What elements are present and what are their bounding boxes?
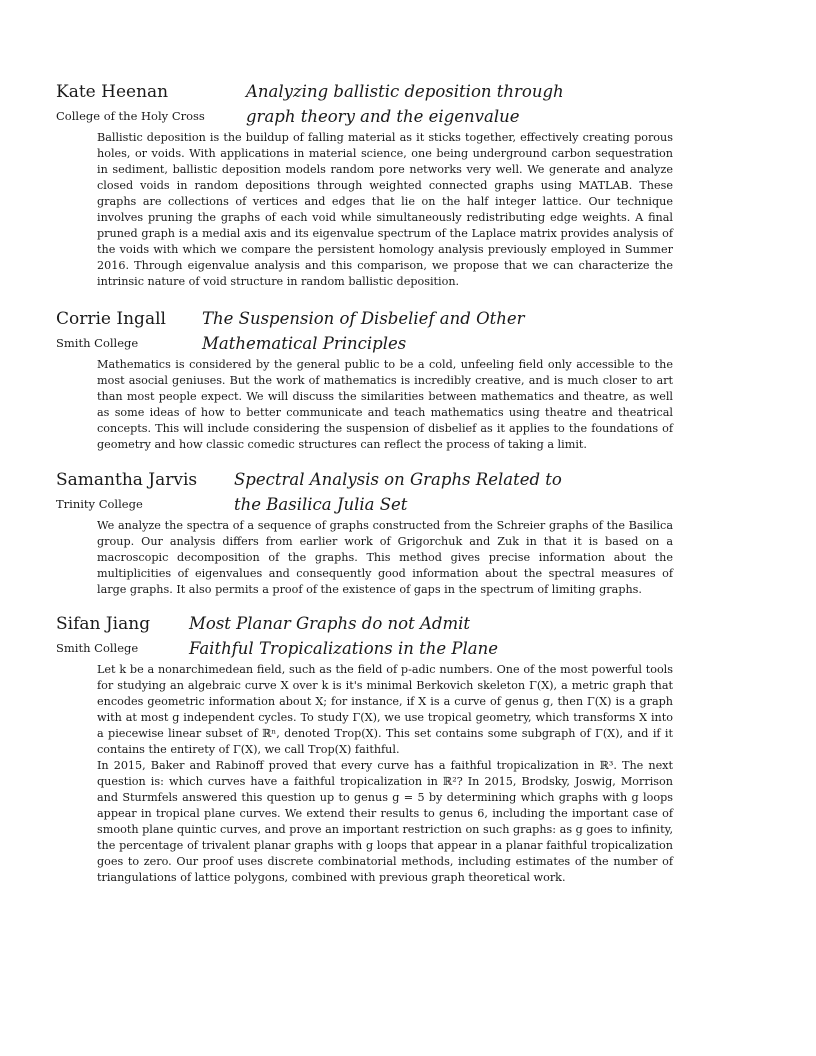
talk-title-line: Analyzing ballistic deposition through <box>246 82 564 101</box>
talk-title-line: The Suspension of Disbelief and Other <box>202 309 525 328</box>
entry-header <box>56 80 676 128</box>
talk-title-line: Mathematical Principles <box>202 333 407 353</box>
talk-title-line: Spectral Analysis on Graphs Related to <box>234 470 562 489</box>
author-institution: Smith College <box>56 641 139 655</box>
talk-title <box>202 307 525 356</box>
author-name: Sifan Jiang <box>56 614 151 634</box>
abstract-text <box>97 357 673 453</box>
author-institution: College of the Holy Cross <box>56 109 205 123</box>
talk-title <box>246 80 564 129</box>
abstract-paragraph: Let k be a nonarchimedean field, such as the field of p-adic numbers. One of the most powerful tools for studying an algebraic curve X over k is it's minimal Berkovich skeleton Γ(X), a metric graph that encodes geometric information about X; for instance, if X is a curve of genus g, then Γ(X) is a graph with at most g independent cycles. To study Γ(X), we use tropical geometry, which transforms X into a piecewise linear subset of ℝⁿ, denoted Trop(X). This set contains some subgraph of Γ(X), and if it contains the entirety of Γ(X), we call Trop(X) faithful. <box>97 663 673 756</box>
talk-title-line: Most Planar Graphs do not Admit <box>189 614 470 633</box>
author-institution: Smith College <box>56 336 139 350</box>
talk-title-line: the Basilica Julia Set <box>234 494 408 514</box>
abstract-entry <box>56 612 676 886</box>
abstract-text <box>97 662 673 886</box>
abstract-entry <box>56 80 676 290</box>
abstract-entry <box>56 468 676 598</box>
abstract-entry <box>56 307 676 453</box>
talk-title-line: graph theory and the eigenvalue <box>246 106 520 126</box>
abstract-paragraph: We analyze the spectra of a sequence of graphs constructed from the Schreier graphs of the Basilica group. Our analysis differs from earlier work of Grigorchuk and Zuk in that it is based on a macroscopic decomposition of the graphs. This method gives precise information about the multiplicities of eigenvalues and consequently good information about the spectral measures of large graphs. It also permits a proof of the existence of gaps in the spectrum of limiting graphs. <box>97 519 673 596</box>
abstract-paragraph: In 2015, Baker and Rabinoff proved that every curve has a faithful tropicalization in ℝ³. The next question is: which curves have a faithful tropicalization in ℝ²? In 2015, Brodsky, Joswig, Morrison and Sturmfels answered this question up to genus g = 5 by determining which graphs with g loops appear in tropical plane curves. We extend their results to genus 6, including the important case of smooth plane quintic curves, and prove an important restriction on such graphs: as g goes to infinity, the percentage of trivalent planar graphs with g loops that appear in a planar faithful tropicalization goes to zero. Our proof uses discrete combinatorial methods, including estimates of the number of triangulations of lattice polygons, combined with previous graph theoretical work. <box>97 759 673 884</box>
abstract-text <box>97 130 673 290</box>
entry-header <box>56 468 676 516</box>
author-institution: Trinity College <box>56 497 143 511</box>
talk-title-line: Faithful Tropicalizations in the Plane <box>189 638 498 658</box>
abstract-text <box>97 518 673 598</box>
author-name: Kate Heenan <box>56 82 169 102</box>
talk-title <box>189 612 498 661</box>
author-name: Corrie Ingall <box>56 309 166 329</box>
entry-header <box>56 612 676 660</box>
author-name: Samantha Jarvis <box>56 470 198 490</box>
abstract-paragraph: Mathematics is considered by the general public to be a cold, unfeeling field only accessible to the most asocial geniuses. But the work of mathematics is incredibly creative, and is much closer to art than most people expect. We will discuss the similarities between mathematics and theatre, as well as some ideas of how to better communicate and teach mathematics using theatre and theatrical concepts. This will include considering the suspension of disbelief as it applies to the foundations of geometry and how classic comedic structures can reflect the process of taking a limit. <box>97 358 673 451</box>
talk-title <box>234 468 562 517</box>
entry-header <box>56 307 676 355</box>
abstract-paragraph: Ballistic deposition is the buildup of falling material as it sticks together, effectively creating porous holes, or voids. With applications in material science, one being underground carbon sequestration in sediment, ballistic deposition models random pore networks very well. We generate and analyze closed voids in random depositions through weighted connected graphs using MATLAB. These graphs are collections of vertices and edges that lie on the half integer lattice. Our technique involves pruning the graphs of each void while simultaneously redistributing edge weights. A final pruned graph is a medial axis and its eigenvalue spectrum of the Laplace matrix provides analysis of the voids with which we compare the persistent homology analysis previously employed in Summer 2016. Through eigenvalue analysis and this comparison, we propose that we can characterize the intrinsic nature of void structure in random ballistic deposition. <box>97 131 673 288</box>
